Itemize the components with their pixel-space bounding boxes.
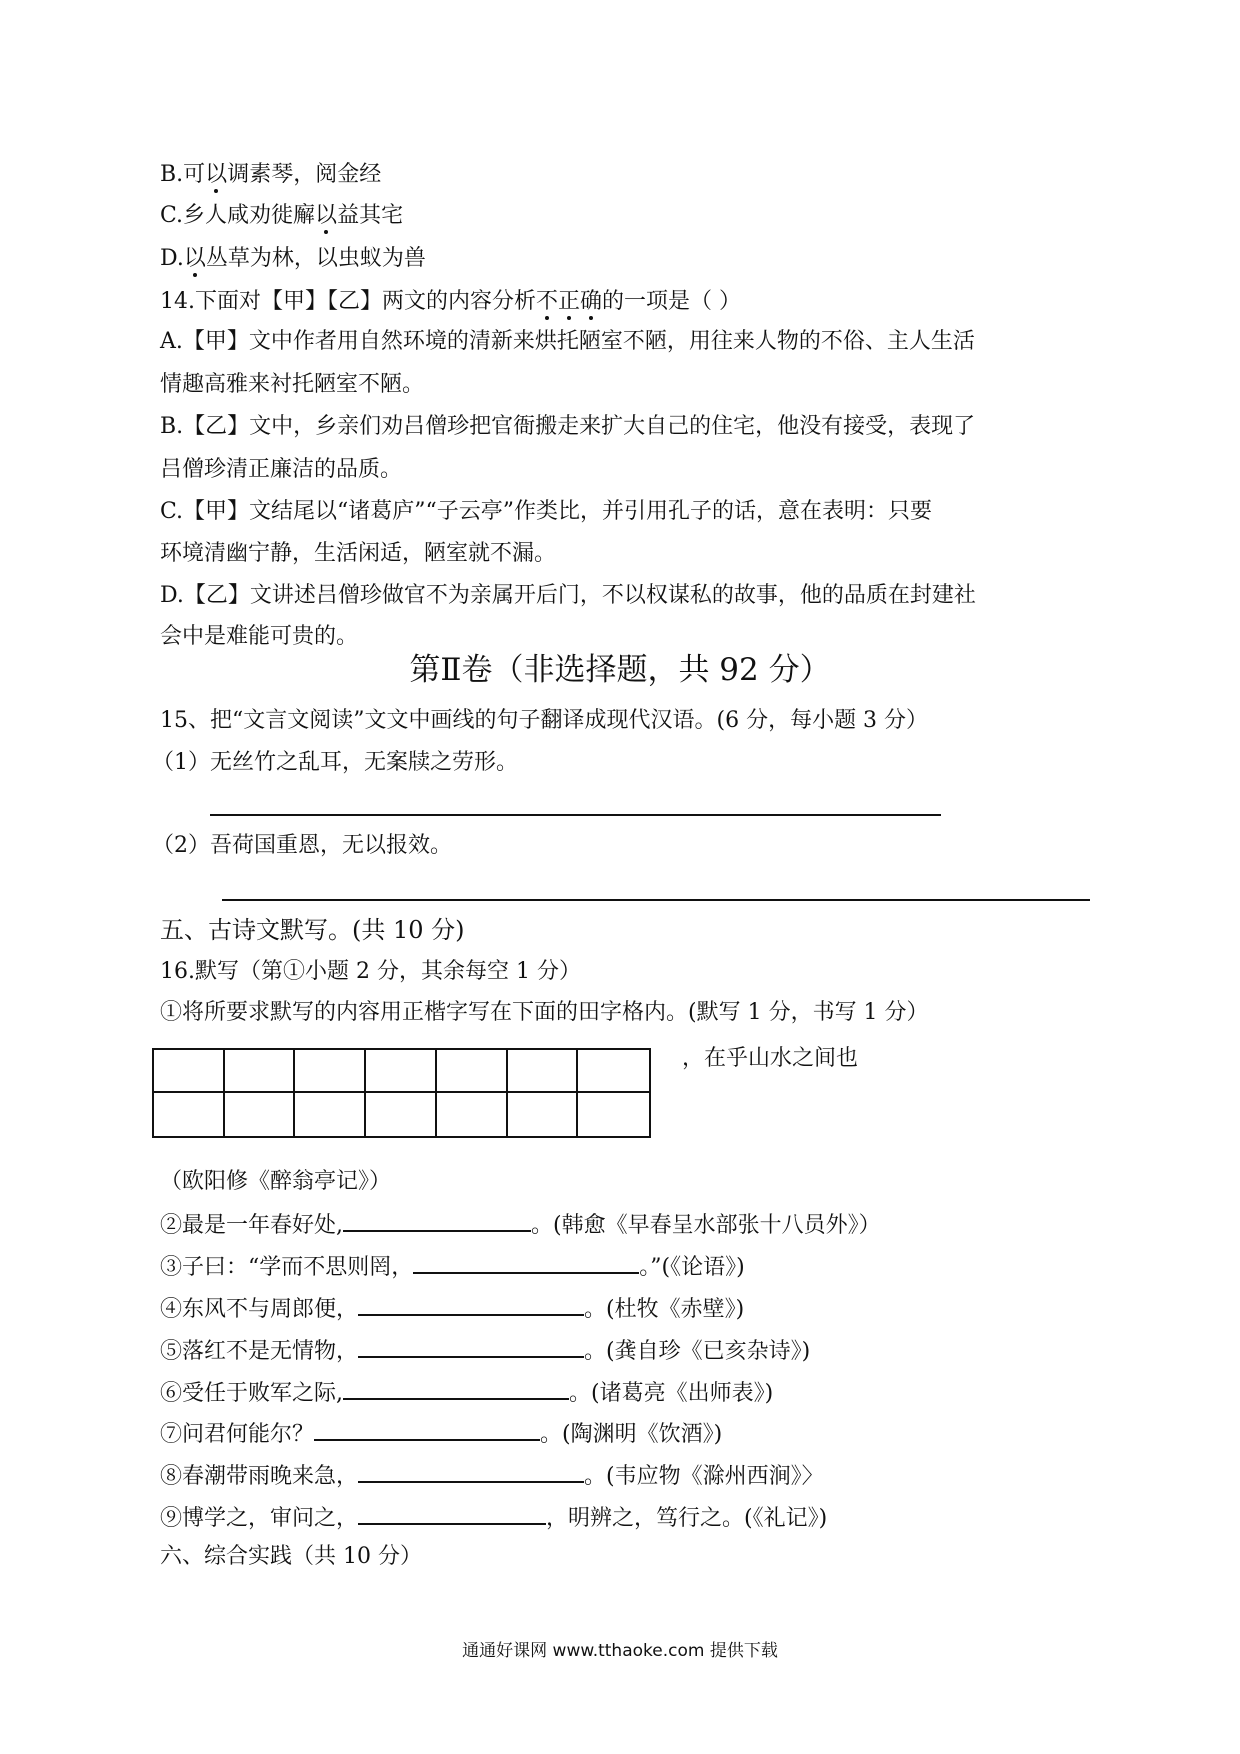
fill-blank[interactable] [343,1376,569,1400]
page-footer: 通通好课网 www.tthaoke.com 提供下载 [462,1641,778,1661]
grid-cell[interactable] [295,1093,366,1136]
emphasis-dot-char: 以 [315,203,338,228]
q14-option-d-line1: D.【乙】文讲述吕僧珍做官不为亲属开后门，不以权谋私的故事，他的品质在封建社 [160,583,976,608]
section6-heading: 六、综合实践（共 10 分） [160,1544,422,1569]
q14-option-b-line2: 吕僧珍清正廉洁的品质。 [160,457,403,482]
section5-heading: 五、古诗文默写。(共 10 分) [160,916,465,944]
q13-option-b: B.可以调素琴，阅金经 [160,162,382,187]
q13-option-d: D.以丛草为林，以虫蚁为兽 [160,246,426,271]
q14-stem: 14.下面对【甲】【乙】两文的内容分析不正确的一项是（ ） [160,289,742,314]
grid-cell[interactable] [154,1050,225,1093]
emphasis-dot-char: 不 [536,289,559,314]
emphasis-dot-char: 以 [183,246,206,271]
q15-answer-line-2[interactable] [222,899,1090,901]
q15-sentence-2: （2）吾荷国重恩，无以报效。 [152,833,452,858]
q16-part1-tail: ，在乎山水之间也 [682,1046,859,1071]
grid-cell[interactable] [437,1093,508,1136]
grid-cell[interactable] [578,1093,649,1136]
fill-blank[interactable] [314,1417,540,1441]
fill-blank[interactable] [358,1334,584,1358]
grid-cell[interactable] [366,1050,437,1093]
q16-item-8: ⑧春潮带雨晚来急， 。(韦应物《滁州西涧》〉 [160,1459,824,1492]
q14-option-a-line1: A.【甲】文中作者用自然环境的清新来烘托陋室不陋，用往来人物的不俗、主人生活 [160,329,975,354]
q16-item-2: ②最是一年春好处, 。(韩愈《早春呈水部张十八员外》） [160,1208,881,1241]
q14-option-d-line2: 会中是难能可贵的。 [160,624,359,649]
q14-option-c-line2: 环境清幽宁静，生活闲适，陋室就不漏。 [160,541,557,566]
grid-cell[interactable] [225,1093,296,1136]
q14-option-b-line1: B.【乙】文中，乡亲们劝吕僧珍把官衙搬走来扩大自己的住宅，他没有接受，表现了 [160,414,976,439]
grid-cell[interactable] [508,1093,579,1136]
q16-item-7: ⑦问君何能尔？ 。(陶渊明《饮酒》) [160,1417,722,1450]
grid-cell[interactable] [366,1093,437,1136]
q16-item-3: ③子曰：“学而不思则罔， 。”(《论语》) [160,1250,745,1283]
q16-item-9: ⑨博学之，审问之， ，明辨之，笃行之。(《礼记》) [160,1501,827,1534]
grid-cell[interactable] [295,1050,366,1093]
q15-sentence-1: （1）无丝竹之乱耳，无案牍之劳形。 [152,750,518,775]
fill-blank[interactable] [413,1250,639,1274]
grid-cell[interactable] [437,1050,508,1093]
q13-option-c: C.乡人咸劝徙廨以益其宅 [160,203,404,228]
grid-cell[interactable] [154,1093,225,1136]
grid-cell[interactable] [225,1050,296,1093]
q14-option-a-line2: 情趣高雅来衬托陋室不陋。 [160,372,425,397]
fill-blank[interactable] [358,1292,584,1316]
grid-cell[interactable] [578,1050,649,1093]
tianzi-grid[interactable] [152,1048,651,1138]
q16-item-6: ⑥受任于败军之际, 。(诸葛亮《出师表》) [160,1376,773,1409]
fill-blank[interactable] [343,1208,531,1232]
fill-blank[interactable] [358,1459,584,1483]
grid-cell[interactable] [508,1050,579,1093]
q16-item-4: ④东风不与周郎便， 。(杜牧《赤壁》) [160,1292,744,1325]
q14-option-c-line1: C.【甲】文结尾以“诸葛庐”“子云亭”作类比，并引用孔子的话，意在表明：只要 [160,499,933,524]
emphasis-dot-char: 确 [580,289,603,314]
q15-stem: 15、把“文言文阅读”文文中画线的句子翻译成现代汉语。(6 分，每小题 3 分） [160,708,929,733]
part2-heading: 第Ⅱ卷（非选择题，共 92 分） [409,652,831,688]
q16-part1-instruction: ①将所要求默写的内容用正楷字写在下面的田字格内。(默写 1 分，书写 1 分） [160,1000,929,1025]
fill-blank[interactable] [358,1501,546,1525]
emphasis-dot-char: 正 [558,289,581,314]
q16-item-5: ⑤落红不是无情物， 。(龚自珍《已亥杂诗》) [160,1334,810,1367]
emphasis-dot-char: 以 [205,162,228,187]
q15-answer-line-1[interactable] [210,814,941,816]
q16-source-1: （欧阳修《醉翁亭记》） [160,1169,392,1194]
q16-stem: 16.默写（第①小题 2 分，其余每空 1 分） [160,959,581,984]
